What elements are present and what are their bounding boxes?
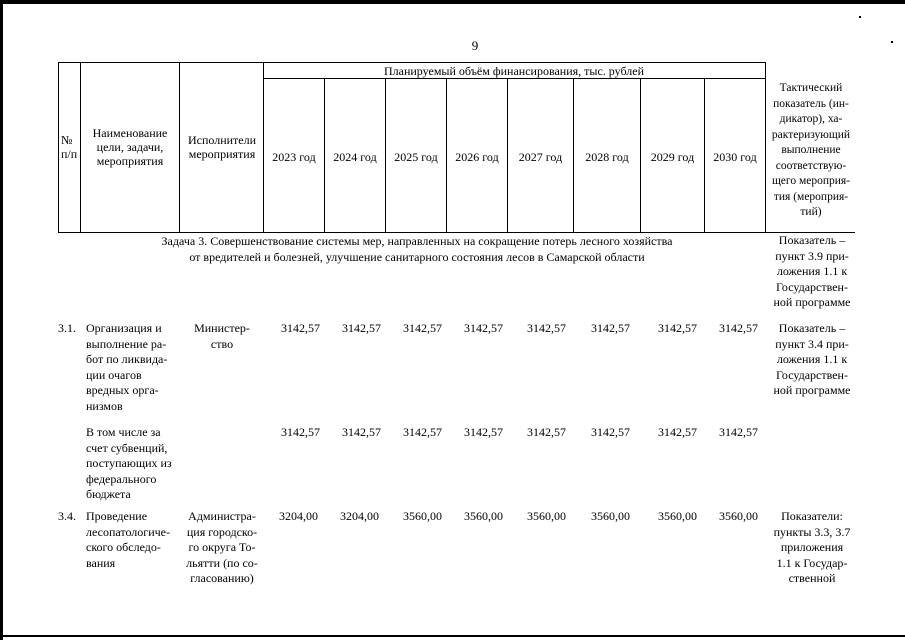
row-executor: Министер- ство: [194, 321, 250, 351]
row-name: Проведение лесопатологиче- ского обследо- вания: [86, 509, 170, 570]
row-value-2028: 3560,00: [591, 509, 630, 523]
row-value-2030: 3142,57: [719, 321, 758, 335]
header-year-2027: 2027 год: [518, 150, 563, 164]
row-value-2024: 3142,57: [342, 425, 381, 439]
task-title: Задача 3. Совершенствование системы мер, направленных на сокращение потерь лесного хозяйства от вредителей и болезней, улучшение санитарного состояния лесов в Самарской области: [161, 234, 673, 264]
row-executor: Администра- ция городско- го округа То- льятти (по со- гласованию): [186, 509, 258, 585]
task-indicator: Показатель – пункт 3.9 при- ложения 1.1 к Государствен- ной программе: [773, 233, 851, 309]
row-value-2024: 3204,00: [340, 509, 379, 523]
header-year-2023: 2023 год: [272, 150, 316, 164]
header-col-funding: Планируемый объём финансирования, тыс. рублей: [383, 64, 644, 78]
page-number: 9: [471, 38, 479, 53]
header-year-2028: 2028 год: [585, 150, 629, 164]
row-value-2024: 3142,57: [342, 321, 381, 335]
row-value-2028: 3142,57: [591, 321, 630, 335]
row-value-2030: 3142,57: [719, 425, 758, 439]
row-value-2029: 3142,57: [658, 321, 697, 335]
row-number: 3.1.: [58, 321, 76, 335]
row-name: Организация и выполнение ра- бот по ликвида- ции очагов вредных орга- низмов: [86, 321, 168, 413]
frame-bottom-border: [0, 635, 905, 637]
row-value-2026: 3142,57: [464, 425, 503, 439]
frame-left-border: [0, 0, 3, 640]
row-value-2027: 3142,57: [527, 321, 566, 335]
header-col-executors: Исполнители мероприятия: [187, 133, 257, 161]
row-value-2029: 3142,57: [658, 425, 697, 439]
row-value-2026: 3560,00: [464, 509, 503, 523]
scan-speck: [859, 16, 861, 18]
header-col-number: № п/п: [61, 133, 78, 161]
header-year-2030: 2030 год: [713, 150, 757, 164]
row-name: В том числе за счет субвенций, поступающих из федерального бюджета: [86, 425, 172, 501]
row-value-2023: 3204,00: [279, 509, 318, 523]
header-col-indicator: Тактический показатель (ин- дикатор), ха- рактеризующий выполнение соответствую- щего мероприя- тия (мероприя- тий): [771, 82, 851, 218]
row-value-2028: 3142,57: [591, 425, 630, 439]
frame-top-border: [0, 0, 905, 4]
header-year-2029: 2029 год: [650, 150, 695, 164]
row-value-2026: 3142,57: [464, 321, 503, 335]
row-value-2029: 3560,00: [658, 509, 697, 523]
row-number: 3.4.: [58, 509, 76, 523]
header-year-2024: 2024 год: [333, 150, 377, 164]
row-value-2025: 3560,00: [403, 509, 442, 523]
scan-speck: [891, 41, 893, 43]
row-value-2023: 3142,57: [281, 321, 320, 335]
row-indicator: Показатели: пункты 3.3, 3.7 приложения 1.1 к Государ- ственной: [773, 509, 851, 585]
row-value-2025: 3142,57: [403, 425, 442, 439]
header-col-name: Наименование цели, задачи, мероприятия: [92, 126, 168, 168]
row-value-2030: 3560,00: [719, 509, 758, 523]
row-value-2027: 3560,00: [527, 509, 566, 523]
header-year-2026: 2026 год: [455, 150, 499, 164]
row-value-2027: 3142,57: [527, 425, 566, 439]
row-indicator: Показатель – пункт 3.4 при- ложения 1.1 к Государствен- ной программе: [773, 321, 851, 397]
row-value-2025: 3142,57: [403, 321, 442, 335]
header-year-2025: 2025 год: [394, 150, 438, 164]
row-value-2023: 3142,57: [281, 425, 320, 439]
